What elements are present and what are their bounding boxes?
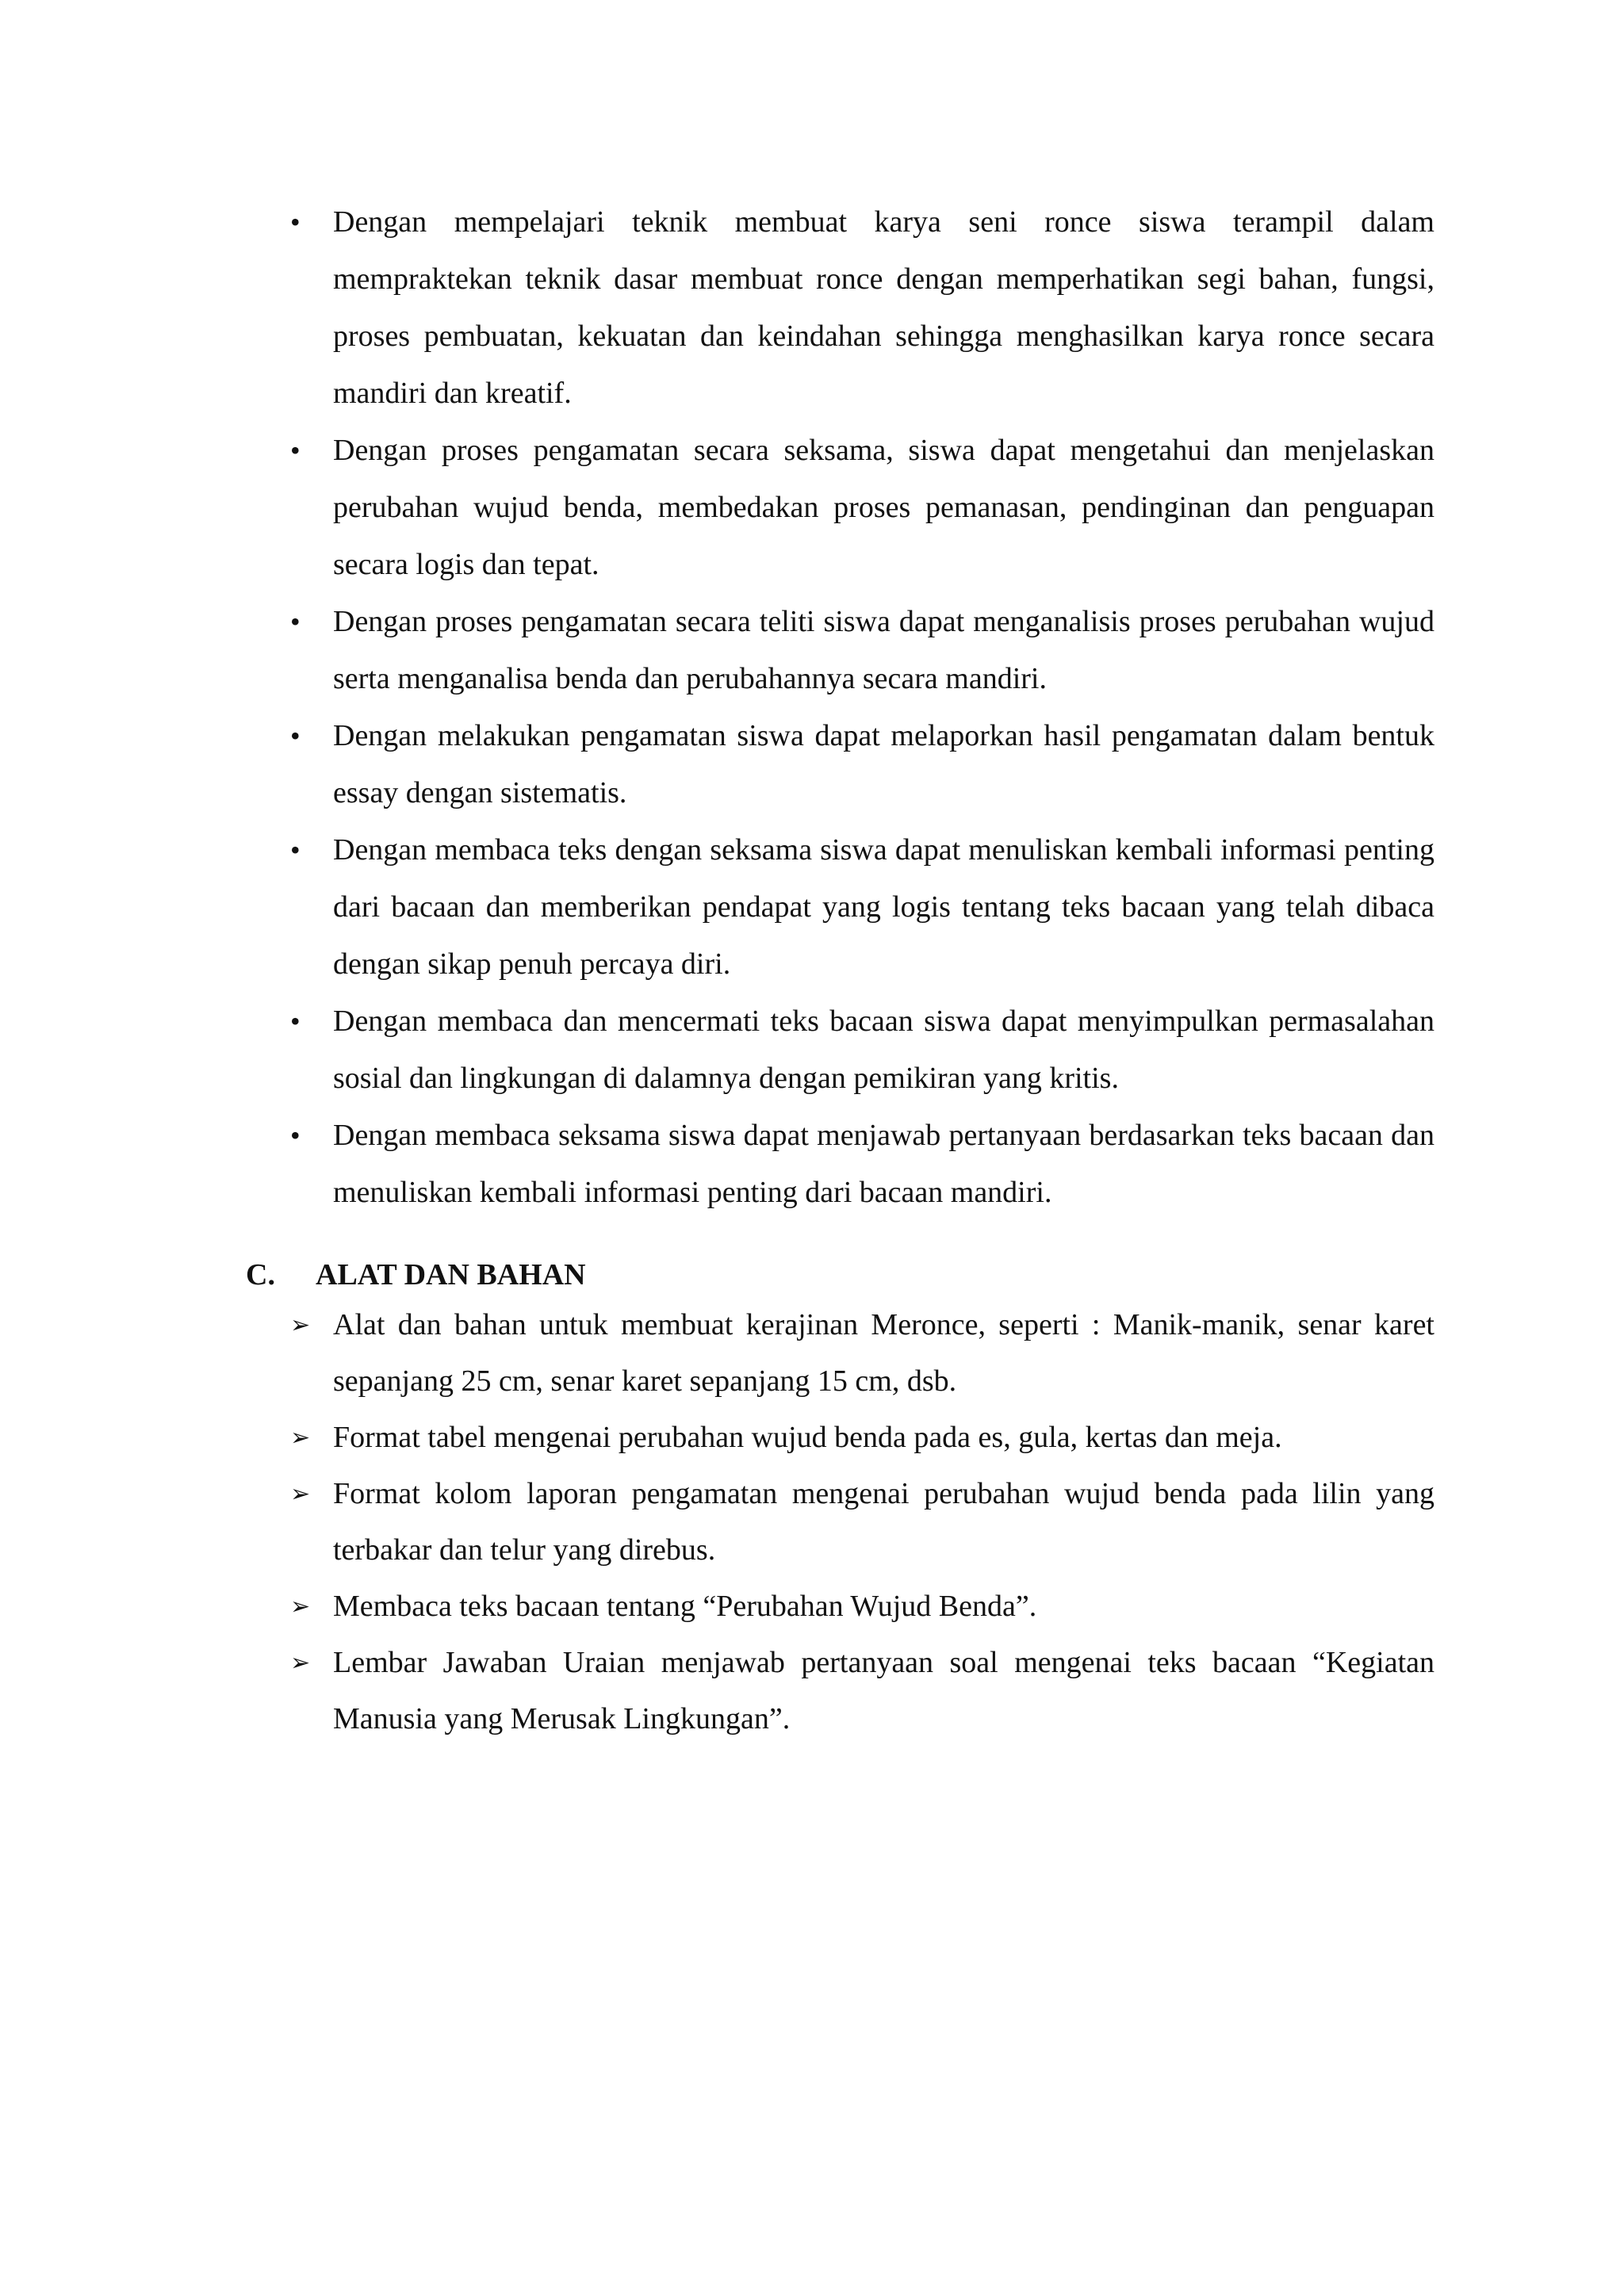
section-tools-materials (246, 1253, 1435, 1747)
bullet-icon: • (290, 1005, 301, 1037)
learning-objectives-list (290, 193, 1434, 1221)
section-letter: C. (246, 1258, 275, 1292)
list-item (290, 821, 1434, 993)
list-item (290, 422, 1434, 593)
list-item-text: Format kolom laporan pengamatan mengenai perubahan wujud benda pada lilin yang terbakar dan telur yang direbus. (333, 1477, 1434, 1567)
list-item-text: Dengan membaca dan mencermati teks bacaan siswa dapat menyimpulkan permasalahan sosial dan lingkungan di dalamnya dengan pemikiran yang kritis. (333, 1004, 1434, 1095)
list-item (290, 1297, 1434, 1410)
bullet-icon: • (290, 606, 301, 637)
bullet-icon: • (290, 834, 301, 866)
bullet-icon: • (290, 206, 301, 238)
list-item-text: Dengan membaca teks dengan seksama siswa dapat menuliskan kembali informasi penting dari bacaan dan memberikan pendapat yang logis tentang teks bacaan yang telah dibaca dengan sikap penuh percaya diri. (333, 833, 1434, 981)
materials-list (290, 1297, 1434, 1747)
list-item-text: Dengan proses pengamatan secara teliti siswa dapat menganalisis proses perubahan wujud serta menganalisa benda dan perubahannya secara mandiri. (333, 605, 1434, 695)
list-item (290, 993, 1434, 1107)
list-item-text: Format tabel mengenai perubahan wujud benda pada es, gula, kertas dan meja. (333, 1421, 1282, 1454)
arrow-bullet-icon: ➢ (290, 1424, 311, 1452)
list-item-text: Dengan mempelajari teknik membuat karya seni ronce siswa terampil dalam mempraktekan teknik dasar membuat ronce dengan memperhatikan segi bahan, fungsi, proses pembuatan, kekuatan dan keindahan sehingga menghasilkan karya ronce secara mandiri dan kreatif. (333, 205, 1434, 410)
list-item-text: Dengan melakukan pengamatan siswa dapat melaporkan hasil pengamatan dalam bentuk essay dengan sistematis. (333, 719, 1434, 809)
list-item-text: Lembar Jawaban Uraian menjawab pertanyaan soal mengenai teks bacaan “Kegiatan Manusia yang Merusak Lingkungan”. (333, 1646, 1434, 1735)
list-item-text: Alat dan bahan untuk membuat kerajinan Meronce, seperti : Manik-manik, senar karet sepanjang 25 cm, senar karet sepanjang 15 cm, dsb. (333, 1308, 1434, 1398)
list-item (290, 1578, 1434, 1635)
list-item (290, 193, 1434, 422)
arrow-bullet-icon: ➢ (290, 1311, 311, 1339)
list-item (290, 1466, 1434, 1578)
arrow-bullet-icon: ➢ (290, 1480, 311, 1508)
list-item (290, 707, 1434, 821)
arrow-bullet-icon: ➢ (290, 1593, 311, 1621)
list-item (290, 1410, 1434, 1466)
bullet-icon: • (290, 1119, 301, 1151)
list-item (290, 1635, 1434, 1747)
bullet-icon: • (290, 720, 301, 752)
arrow-bullet-icon: ➢ (290, 1649, 311, 1677)
section-heading (246, 1253, 1435, 1297)
bullet-icon: • (290, 434, 301, 466)
list-item-text: Dengan proses pengamatan secara seksama, siswa dapat mengetahui dan menjelaskan perubahan wujud benda, membedakan proses pemanasan, pendinginan dan penguapan secara logis dan tepat. (333, 434, 1434, 581)
list-item (290, 1107, 1434, 1221)
list-item-text: Membaca teks bacaan tentang “Perubahan Wujud Benda”. (333, 1590, 1037, 1623)
section-title: ALAT DAN BAHAN (316, 1258, 586, 1292)
list-item-text: Dengan membaca seksama siswa dapat menjawab pertanyaan berdasarkan teks bacaan dan menuliskan kembali informasi penting dari bacaan mandiri. (333, 1119, 1434, 1209)
list-item (290, 593, 1434, 707)
